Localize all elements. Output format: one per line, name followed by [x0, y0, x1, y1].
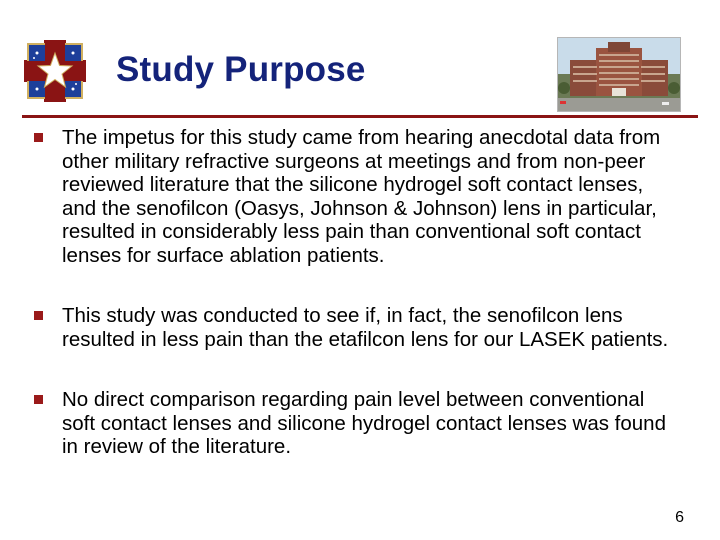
bullet-item	[34, 304, 674, 351]
hospital-building-photo	[557, 37, 681, 112]
slide-title: Study Purpose	[116, 50, 366, 89]
square-bullet-icon	[34, 311, 43, 320]
star-cross-emblem-icon	[22, 38, 88, 104]
bullet-text: This study was conducted to see if, in fact, the senofilcon lens resulted in less pain than the etafilcon lens for our LASEK patients.	[62, 304, 669, 351]
page-number: 6	[675, 509, 684, 526]
square-bullet-icon	[34, 395, 43, 404]
title-divider	[22, 115, 698, 118]
bullet-text: The impetus for this study came from hearing anecdotal data from other military refractive surgeons at meetings and from non-peer reviewed literature that the silicone hydrogel soft contact lenses, and the senofilcon (Oasys, Johnson & Johnson) lens in particular, resulted in considerably less pain than conventional soft contact lenses for surface ablation patients.	[62, 126, 661, 267]
bullet-list	[34, 126, 674, 459]
bullet-text: No direct comparison regarding pain level between conventional soft contact lenses and silicone hydrogel contact lenses was found in review of the literature.	[62, 388, 666, 458]
bullet-item	[34, 388, 674, 459]
square-bullet-icon	[34, 133, 43, 142]
bullet-item	[34, 126, 674, 267]
